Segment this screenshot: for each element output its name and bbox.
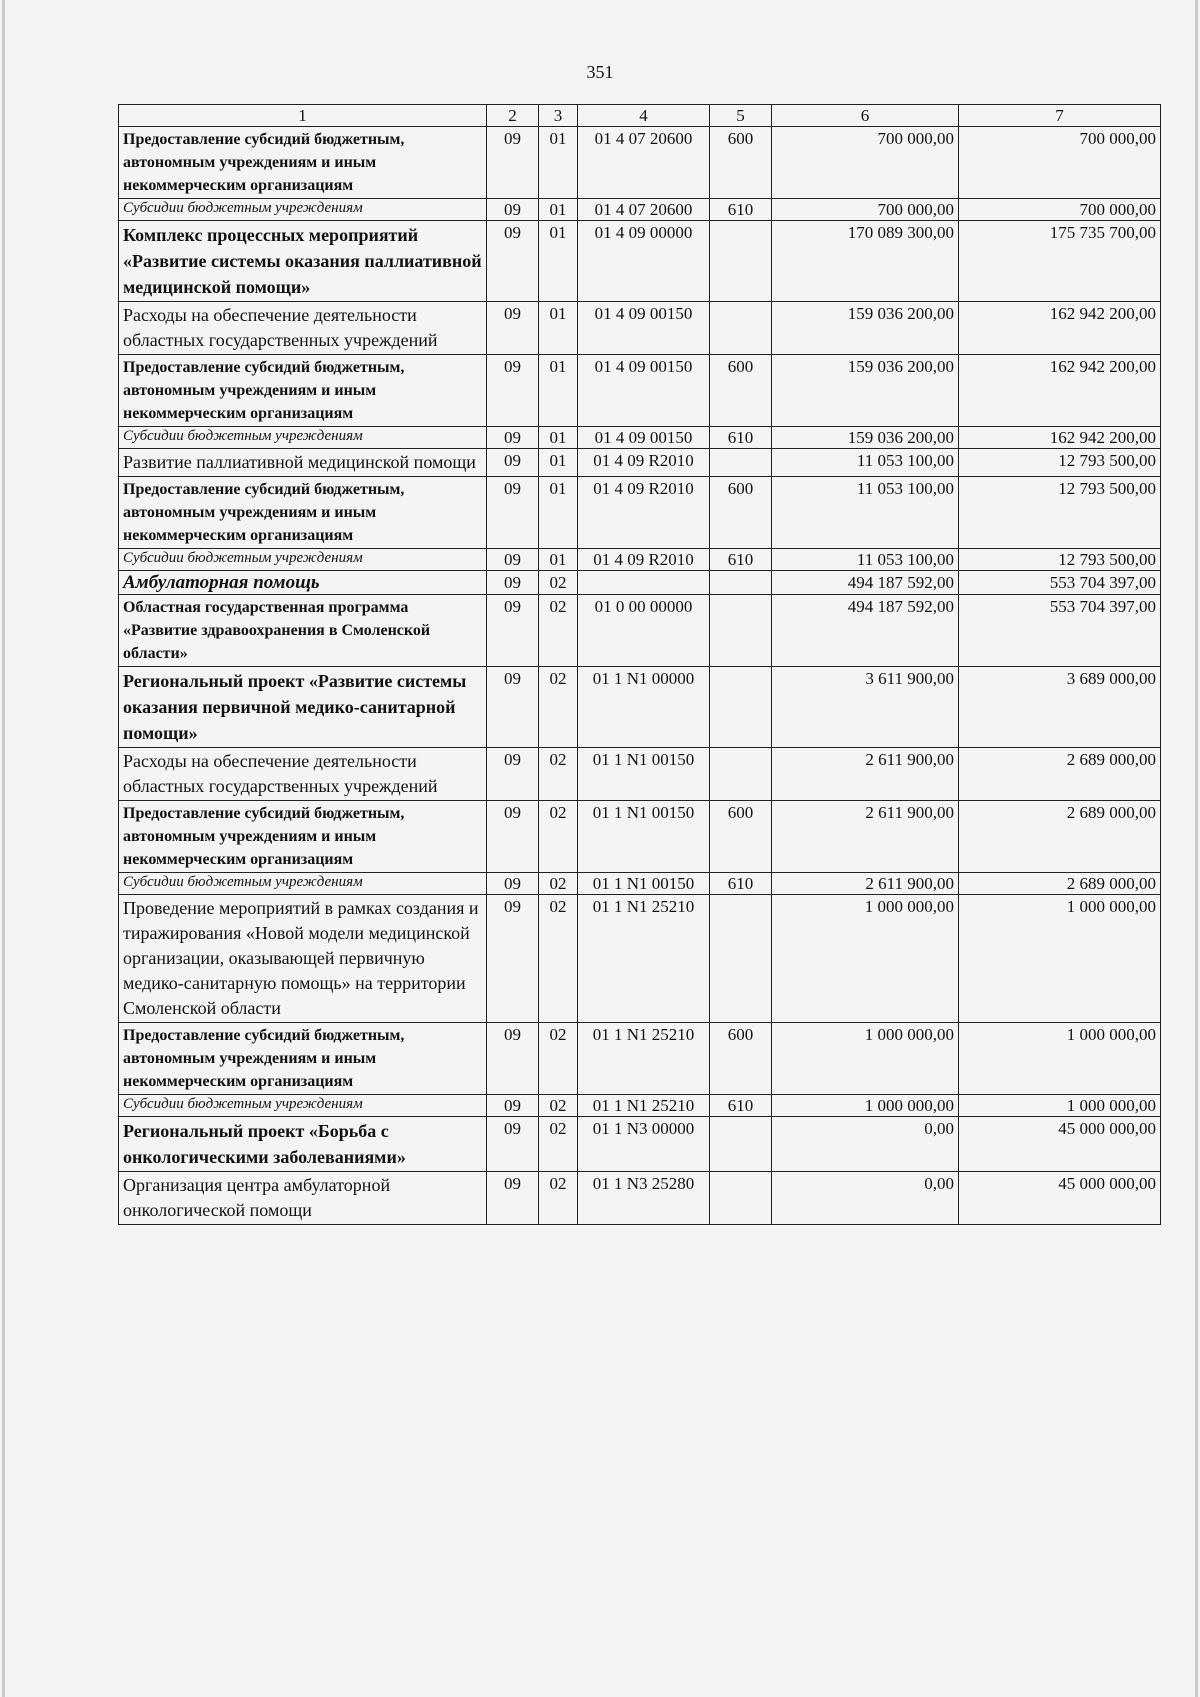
subsection-code-cell: 01: [539, 549, 578, 571]
section-code-cell: 09: [487, 449, 539, 477]
column-header: 6: [772, 105, 959, 127]
subsection-code-cell: 02: [539, 1095, 578, 1117]
row-name-cell: Комплекс процессных мероприятий «Развитие системы оказания паллиативной медицинской помощи»: [119, 221, 487, 302]
table-row: [119, 1172, 1161, 1225]
target-article-cell: 01 1 N1 25210: [578, 1023, 710, 1095]
table-row: [119, 873, 1161, 895]
amount-year1-cell: 1 000 000,00: [772, 895, 959, 1023]
amount-year1-cell: 2 611 900,00: [772, 801, 959, 873]
section-code-cell: 09: [487, 221, 539, 302]
expense-type-cell: [710, 1117, 772, 1172]
subsection-code-cell: 01: [539, 199, 578, 221]
column-header: 2: [487, 105, 539, 127]
table-row: [119, 571, 1161, 595]
row-name-cell: Предоставление субсидий бюджетным, автономным учреждениям и иным некоммерческим организациям: [119, 1023, 487, 1095]
target-article-cell: 01 4 09 R2010: [578, 549, 710, 571]
amount-year2-cell: 12 793 500,00: [959, 477, 1161, 549]
amount-year2-cell: 2 689 000,00: [959, 873, 1161, 895]
section-code-cell: 09: [487, 477, 539, 549]
target-article-cell: 01 4 09 R2010: [578, 449, 710, 477]
table-body: [119, 127, 1161, 1225]
subsection-code-cell: 02: [539, 571, 578, 595]
subsection-code-cell: 02: [539, 873, 578, 895]
table-row: [119, 1117, 1161, 1172]
subsection-code-cell: 01: [539, 127, 578, 199]
amount-year1-cell: 170 089 300,00: [772, 221, 959, 302]
section-code-cell: 09: [487, 1172, 539, 1225]
amount-year2-cell: 1 000 000,00: [959, 1023, 1161, 1095]
expense-type-cell: [710, 1172, 772, 1225]
amount-year1-cell: 2 611 900,00: [772, 873, 959, 895]
subsection-code-cell: 01: [539, 355, 578, 427]
subsection-code-cell: 01: [539, 221, 578, 302]
expense-type-cell: 600: [710, 127, 772, 199]
amount-year2-cell: 162 942 200,00: [959, 302, 1161, 355]
expense-type-cell: 610: [710, 427, 772, 449]
row-name-cell: Областная государственная программа «Развитие здравоохранения в Смоленской области»: [119, 595, 487, 667]
row-name-cell: Предоставление субсидий бюджетным, автономным учреждениям и иным некоммерческим организациям: [119, 801, 487, 873]
amount-year1-cell: 700 000,00: [772, 127, 959, 199]
expense-type-cell: [710, 571, 772, 595]
table-row: [119, 449, 1161, 477]
expense-type-cell: 610: [710, 1095, 772, 1117]
section-code-cell: 09: [487, 355, 539, 427]
target-article-cell: 01 1 N1 00150: [578, 801, 710, 873]
section-code-cell: 09: [487, 895, 539, 1023]
amount-year1-cell: 159 036 200,00: [772, 302, 959, 355]
amount-year2-cell: 1 000 000,00: [959, 895, 1161, 1023]
subsection-code-cell: 02: [539, 801, 578, 873]
target-article-cell: 01 0 00 00000: [578, 595, 710, 667]
target-article-cell: 01 4 07 20600: [578, 199, 710, 221]
amount-year2-cell: 553 704 397,00: [959, 571, 1161, 595]
subsection-code-cell: 02: [539, 1023, 578, 1095]
section-code-cell: 09: [487, 549, 539, 571]
row-name-cell: Субсидии бюджетным учреждениям: [119, 427, 487, 449]
section-code-cell: 09: [487, 873, 539, 895]
table-row: [119, 595, 1161, 667]
table-row: [119, 355, 1161, 427]
expense-type-cell: [710, 895, 772, 1023]
amount-year2-cell: 12 793 500,00: [959, 549, 1161, 571]
section-code-cell: 09: [487, 1117, 539, 1172]
subsection-code-cell: 02: [539, 1117, 578, 1172]
section-code-cell: 09: [487, 801, 539, 873]
target-article-cell: 01 4 09 00150: [578, 427, 710, 449]
subsection-code-cell: 01: [539, 449, 578, 477]
row-name-cell: Предоставление субсидий бюджетным, автономным учреждениям и иным некоммерческим организациям: [119, 127, 487, 199]
amount-year1-cell: 2 611 900,00: [772, 748, 959, 801]
amount-year1-cell: 159 036 200,00: [772, 427, 959, 449]
table-row: [119, 1095, 1161, 1117]
expense-type-cell: 600: [710, 1023, 772, 1095]
expense-type-cell: 600: [710, 355, 772, 427]
amount-year1-cell: 1 000 000,00: [772, 1023, 959, 1095]
subsection-code-cell: 02: [539, 595, 578, 667]
table-row: [119, 477, 1161, 549]
row-name-cell: Проведение мероприятий в рамках создания и тиражирования «Новой модели медицинской организации, оказывающей первичную медико-санитарную помощь» на территории Смоленской области: [119, 895, 487, 1023]
target-article-cell: 01 4 09 R2010: [578, 477, 710, 549]
section-code-cell: 09: [487, 571, 539, 595]
section-code-cell: 09: [487, 595, 539, 667]
row-name-cell: Региональный проект «Борьба с онкологическими заболеваниями»: [119, 1117, 487, 1172]
table-row: [119, 221, 1161, 302]
target-article-cell: 01 4 09 00150: [578, 302, 710, 355]
section-code-cell: 09: [487, 199, 539, 221]
amount-year1-cell: 700 000,00: [772, 199, 959, 221]
amount-year2-cell: 45 000 000,00: [959, 1172, 1161, 1225]
section-code-cell: 09: [487, 667, 539, 748]
expense-type-cell: [710, 449, 772, 477]
expense-type-cell: [710, 667, 772, 748]
row-name-cell: Предоставление субсидий бюджетным, автономным учреждениям и иным некоммерческим организациям: [119, 355, 487, 427]
subsection-code-cell: 01: [539, 302, 578, 355]
expense-type-cell: 600: [710, 801, 772, 873]
table-row: [119, 895, 1161, 1023]
subsection-code-cell: 02: [539, 748, 578, 801]
target-article-cell: 01 1 N1 00000: [578, 667, 710, 748]
amount-year1-cell: 3 611 900,00: [772, 667, 959, 748]
scan-edge-left: [2, 0, 5, 1697]
expense-type-cell: [710, 221, 772, 302]
target-article-cell: 01 1 N1 25210: [578, 1095, 710, 1117]
subsection-code-cell: 02: [539, 667, 578, 748]
row-name-cell: Региональный проект «Развитие системы оказания первичной медико-санитарной помощи»: [119, 667, 487, 748]
target-article-cell: 01 1 N1 00150: [578, 748, 710, 801]
target-article-cell: [578, 571, 710, 595]
scan-edge-right: [1195, 0, 1198, 1697]
table-row: [119, 1023, 1161, 1095]
amount-year1-cell: 494 187 592,00: [772, 571, 959, 595]
amount-year2-cell: 162 942 200,00: [959, 355, 1161, 427]
amount-year2-cell: 2 689 000,00: [959, 748, 1161, 801]
subsection-code-cell: 02: [539, 1172, 578, 1225]
expense-type-cell: 610: [710, 549, 772, 571]
table-row: [119, 748, 1161, 801]
header-row: [119, 105, 1161, 127]
section-code-cell: 09: [487, 748, 539, 801]
column-header: 5: [710, 105, 772, 127]
column-header: 4: [578, 105, 710, 127]
row-name-cell: Амбулаторная помощь: [119, 571, 487, 595]
amount-year2-cell: 2 689 000,00: [959, 801, 1161, 873]
row-name-cell: Субсидии бюджетным учреждениям: [119, 873, 487, 895]
amount-year2-cell: 553 704 397,00: [959, 595, 1161, 667]
amount-year1-cell: 0,00: [772, 1117, 959, 1172]
table-row: [119, 667, 1161, 748]
row-name-cell: Развитие паллиативной медицинской помощи: [119, 449, 487, 477]
section-code-cell: 09: [487, 1023, 539, 1095]
row-name-cell: Субсидии бюджетным учреждениям: [119, 1095, 487, 1117]
expense-type-cell: 600: [710, 477, 772, 549]
column-header: 7: [959, 105, 1161, 127]
amount-year2-cell: 162 942 200,00: [959, 427, 1161, 449]
section-code-cell: 09: [487, 127, 539, 199]
subsection-code-cell: 02: [539, 895, 578, 1023]
subsection-code-cell: 01: [539, 427, 578, 449]
amount-year1-cell: 159 036 200,00: [772, 355, 959, 427]
amount-year2-cell: 12 793 500,00: [959, 449, 1161, 477]
expense-type-cell: [710, 302, 772, 355]
row-name-cell: Организация центра амбулаторной онкологической помощи: [119, 1172, 487, 1225]
amount-year1-cell: 0,00: [772, 1172, 959, 1225]
row-name-cell: Субсидии бюджетным учреждениям: [119, 549, 487, 571]
amount-year2-cell: 1 000 000,00: [959, 1095, 1161, 1117]
target-article-cell: 01 1 N3 00000: [578, 1117, 710, 1172]
amount-year2-cell: 700 000,00: [959, 199, 1161, 221]
amount-year2-cell: 175 735 700,00: [959, 221, 1161, 302]
target-article-cell: 01 1 N1 00150: [578, 873, 710, 895]
row-name-cell: Расходы на обеспечение деятельности областных государственных учреждений: [119, 748, 487, 801]
table-row: [119, 302, 1161, 355]
page-number: 351: [586, 62, 614, 82]
target-article-cell: 01 4 09 00150: [578, 355, 710, 427]
expense-type-cell: [710, 748, 772, 801]
budget-table: [118, 104, 1161, 1225]
column-header: 1: [119, 105, 487, 127]
target-article-cell: 01 4 09 00000: [578, 221, 710, 302]
row-name-cell: Предоставление субсидий бюджетным, автономным учреждениям и иным некоммерческим организациям: [119, 477, 487, 549]
target-article-cell: 01 1 N1 25210: [578, 895, 710, 1023]
expense-type-cell: 610: [710, 199, 772, 221]
section-code-cell: 09: [487, 427, 539, 449]
section-code-cell: 09: [487, 1095, 539, 1117]
column-header: 3: [539, 105, 578, 127]
amount-year1-cell: 494 187 592,00: [772, 595, 959, 667]
table-row: [119, 199, 1161, 221]
expense-type-cell: [710, 595, 772, 667]
table-row: [119, 427, 1161, 449]
amount-year1-cell: 11 053 100,00: [772, 449, 959, 477]
subsection-code-cell: 01: [539, 477, 578, 549]
amount-year1-cell: 11 053 100,00: [772, 549, 959, 571]
amount-year2-cell: 3 689 000,00: [959, 667, 1161, 748]
amount-year1-cell: 1 000 000,00: [772, 1095, 959, 1117]
row-name-cell: Субсидии бюджетным учреждениям: [119, 199, 487, 221]
table-row: [119, 549, 1161, 571]
row-name-cell: Расходы на обеспечение деятельности областных государственных учреждений: [119, 302, 487, 355]
target-article-cell: 01 4 07 20600: [578, 127, 710, 199]
expense-type-cell: 610: [710, 873, 772, 895]
table-row: [119, 801, 1161, 873]
target-article-cell: 01 1 N3 25280: [578, 1172, 710, 1225]
amount-year2-cell: 700 000,00: [959, 127, 1161, 199]
amount-year1-cell: 11 053 100,00: [772, 477, 959, 549]
table-row: [119, 127, 1161, 199]
section-code-cell: 09: [487, 302, 539, 355]
amount-year2-cell: 45 000 000,00: [959, 1117, 1161, 1172]
